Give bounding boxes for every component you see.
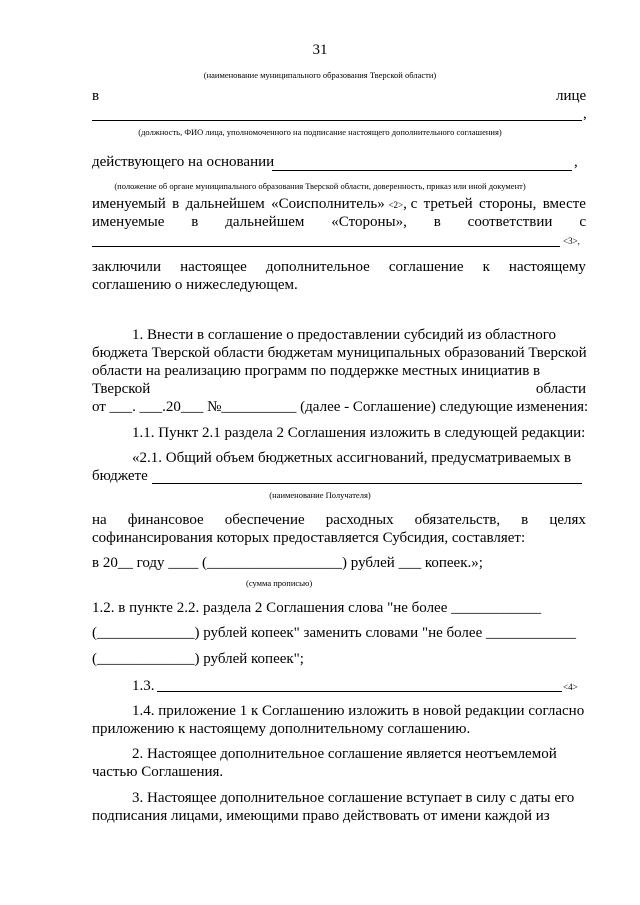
p21-line-1: «2.1. Общий объем бюджетных ассигнований, предусматриваемых в	[132, 450, 572, 466]
p14-line-1: 1.4. приложение 1 к Соглашению изложить в новой редакции согласно	[132, 703, 585, 719]
p1-line-4: Тверской области	[92, 381, 586, 397]
p11: 1.1. Пункт 2.1 раздела 2 Соглашения изложить в следующей редакции:	[132, 425, 586, 441]
blank-line-accordance	[92, 246, 560, 247]
text-financing-2: софинансирования которых предоставляется Субсидия, составляет:	[92, 530, 526, 546]
footnote-ref-2: <2>	[388, 200, 404, 210]
p2-line-2: частью Соглашения.	[92, 764, 224, 780]
p3-line-1: 3. Настоящее дополнительное соглашение вступает в силу с даты его	[132, 790, 575, 806]
line-financing: на финансовое обеспечение расходных обязательств, в целях	[92, 512, 586, 528]
p1-line-2: бюджета Тверской области бюджетам муниципальных образований Тверской	[92, 345, 587, 361]
blank-line-recipient	[152, 483, 582, 484]
p12-line-1: 1.2. в пункте 2.2. раздела 2 Соглашения слова "не более ____________	[92, 600, 542, 616]
text-concluded-2: соглашению о нижеследующем.	[92, 277, 298, 293]
text-litse: лице	[556, 88, 587, 104]
caption-amount: (сумма прописью)	[246, 578, 313, 588]
text-acting-basis: действующего на основании	[92, 154, 275, 170]
footnote-ref-3: <3>,	[563, 236, 580, 246]
footnote-ref-4: <4>	[563, 682, 578, 692]
p1-line-1: 1. Внести в соглашение о предоставлении субсидий из областного	[132, 327, 557, 343]
blank-line-basis	[272, 170, 572, 171]
line-concluded: заключили настоящее дополнительное соглашение к настоящему	[92, 259, 586, 275]
text-comma: ,	[583, 106, 587, 122]
p1-line-3: области на реализацию программ по поддержке местных инициатив в	[92, 363, 541, 379]
p13: 1.3.	[132, 678, 155, 694]
caption-municipality: (наименование муниципального образования Тверской области)	[203, 70, 437, 80]
text-comma-2: ,	[574, 154, 578, 170]
line-named-co: именуемый в дальнейшем «Соисполнитель» <2>, с третьей стороны, вместе	[92, 196, 586, 212]
text-amount-line: в 20__ году ____ (__________________) рублей ___ копеек.»;	[92, 555, 483, 571]
p2-line-1: 2. Настоящее дополнительное соглашение является неотъемлемой	[132, 746, 557, 762]
blank-line-p13	[157, 691, 562, 692]
p12-line-3: (_____________) рублей копеек";	[92, 651, 304, 667]
p3-line-2: подписания лицами, имеющими право действовать от имени каждой из	[92, 808, 550, 824]
line-named-parties: именуемые в дальнейшем «Стороны», в соответствии с	[92, 214, 586, 230]
page-number: 31	[312, 42, 328, 58]
text-v: в	[92, 88, 100, 104]
p14-line-2: приложению к настоящему дополнительному соглашению.	[92, 721, 471, 737]
p1-line-5: от ___. ___.20___ №__________ (далее - Соглашение) следующие изменения:	[92, 399, 589, 415]
p12-line-2: (_____________) рублей копеек" заменить словами "не более ____________	[92, 625, 576, 641]
p21-line-2: бюджете	[92, 468, 148, 484]
caption-recipient: (наименование Получателя)	[269, 490, 371, 500]
caption-basis: (положение об органе муниципального образования Тверской области, доверенность, приказ или иной документ)	[114, 181, 526, 191]
blank-line-position	[92, 120, 582, 121]
caption-position: (должность, ФИО лица, уполномоченного на подписание настоящего дополнительного соглашения)	[138, 127, 502, 137]
